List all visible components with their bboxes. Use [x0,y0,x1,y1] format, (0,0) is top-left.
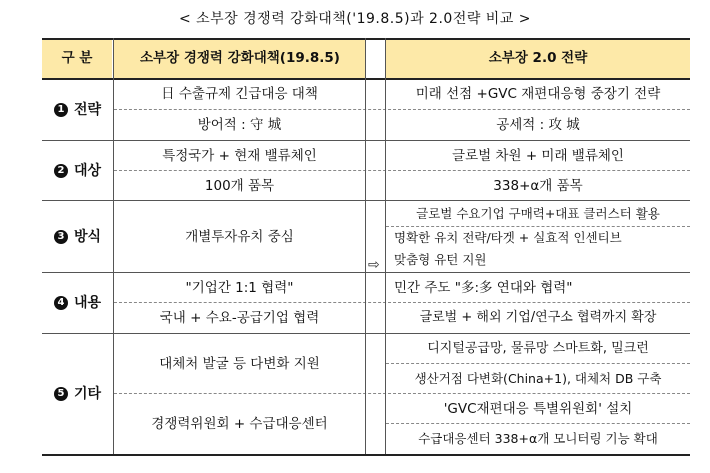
comparison-table [42,38,690,456]
previous-target-2: 100개 품목 [204,177,275,194]
number-badge: 1 [54,103,68,117]
previous-content-1: "기업간 1:1 협력" [185,279,294,296]
new-etc-2: 생산거점 다변화(China+1), 대체처 DB 구축 [414,370,662,386]
header-new-strategy: 소부장 2.0 전략 [386,38,690,78]
new-method-3: 맞춤형 유턴 지원 [394,252,487,267]
category-label: 기타 [73,386,102,402]
new-content-1: 민간 주도 "多:多 연대와 협력" [394,279,573,296]
number-badge: 5 [54,387,68,401]
category-label: 방식 [73,228,102,245]
new-target-2: 338+α개 품목 [493,177,583,194]
new-etc-3: 'GVC재편대응 특별위원회' 설치 [443,400,633,417]
new-strategy-2: 공세적 : 攻 城 [496,117,580,133]
number-badge: 4 [54,296,68,310]
new-target-1: 글로벌 차원 + 미래 밸류체인 [452,147,624,164]
new-etc-1: 디지털공급망, 물류망 스마트화, 밀크런 [427,340,649,356]
new-method-2: 명확한 유치 전략/타겟 + 실효적 인센티브 [394,230,622,245]
category-strategy [42,79,113,140]
header-category: 구 분 [42,38,112,78]
previous-etc-2: 경쟁력위원회 + 수급대응센터 [151,416,328,432]
previous-strategy-2: 방어적 : 守 城 [197,117,282,133]
header-previous-plan: 소부장 경쟁력 강화대책(19.8.5) [114,38,366,78]
previous-etc-1: 대체처 발굴 등 다변화 지원 [159,355,320,372]
number-badge: 3 [54,230,68,244]
category-etc [42,334,113,454]
number-badge: 2 [54,164,68,178]
new-content-2: 글로벌 + 해외 기업/연구소 협력까지 확장 [419,310,657,325]
category-target [42,141,113,200]
right-arrow-icon: ⇨ [368,257,380,273]
document-title: < 소부장 경쟁력 강화대책('19.8.5)과 2.0전략 비교 > [178,11,532,27]
new-method-1: 글로벌 수요기업 구매력+대표 클러스터 활용 [416,205,660,221]
new-etc-4: 수급대응센터 338+α개 모니터링 기능 확대 [418,431,658,446]
previous-content-2: 국내 + 수요-공급기업 협력 [159,310,320,326]
previous-strategy-1: 日 수출규제 긴급대응 대책 [161,86,318,102]
previous-target-1: 특정국가 + 현재 밸류체인 [162,147,317,164]
previous-method: 개별투자유치 중심 [185,228,294,245]
category-label: 내용 [73,295,102,311]
category-label: 대상 [73,162,102,179]
category-content [42,273,113,333]
new-strategy-1: 미래 선점 +GVC 재편대응형 중장기 전략 [415,86,661,102]
category-label: 전략 [73,101,102,118]
category-method [42,201,113,272]
